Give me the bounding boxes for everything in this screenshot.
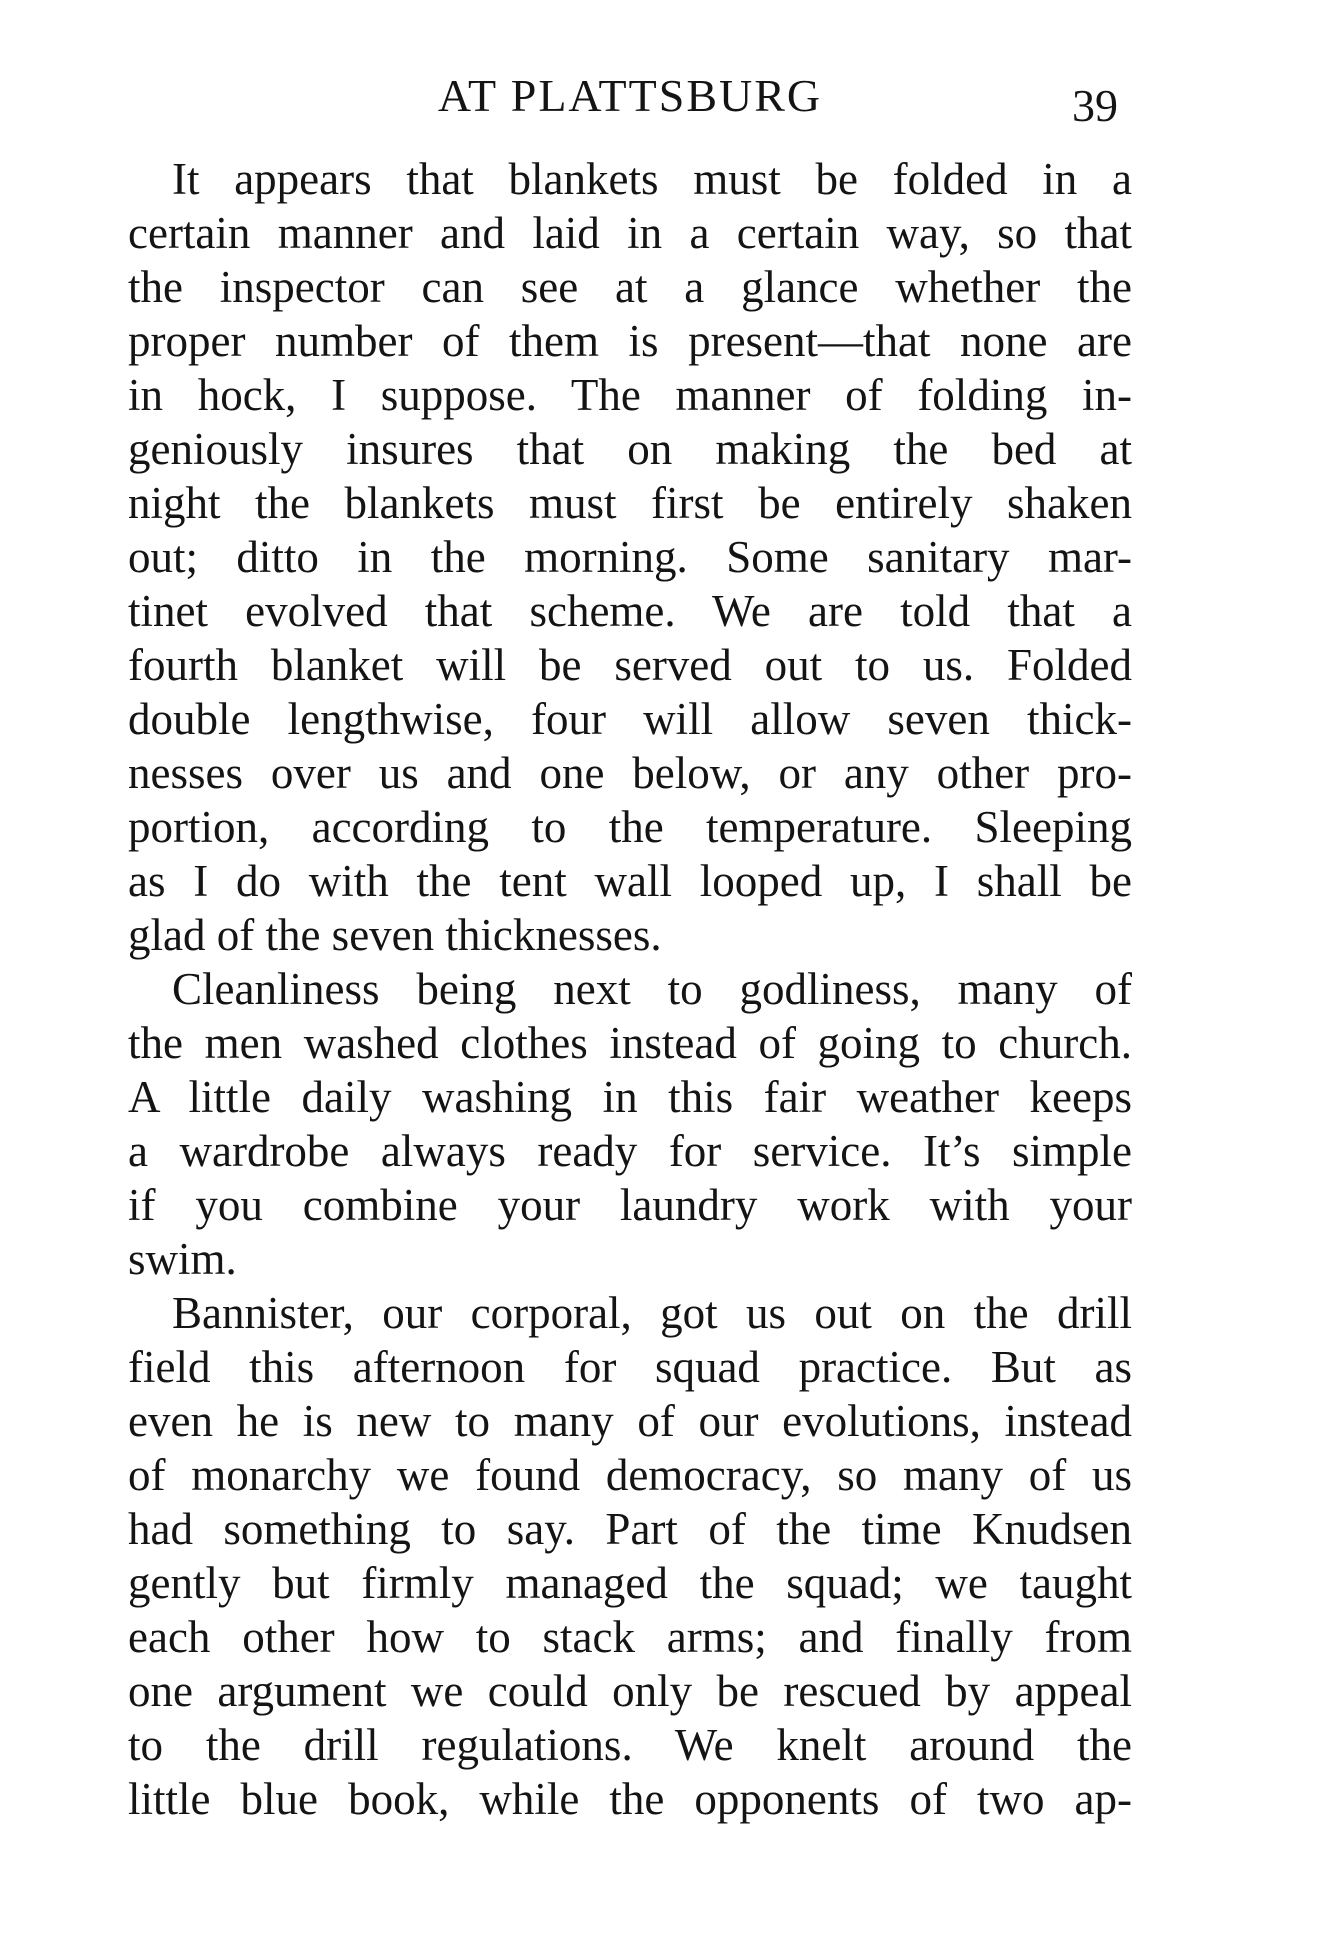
- text-line: proper number of them is present—that none are: [128, 316, 1132, 366]
- running-title: AT PLATTSBURG: [437, 70, 823, 121]
- text-line: nesses over us and one below, or any other pro-: [128, 748, 1132, 798]
- text-line: the inspector can see at a glance whether the: [128, 262, 1132, 312]
- text-line: each other how to stack arms; and finally from: [128, 1612, 1132, 1662]
- text-line: one argument we could only be rescued by appeal: [128, 1666, 1132, 1716]
- text-line: tinet evolved that scheme. We are told that a: [128, 586, 1132, 636]
- paragraph: [128, 962, 1132, 1286]
- text-line: A little daily washing in this fair weather keeps: [128, 1072, 1132, 1122]
- text-line: swim.: [128, 1234, 237, 1284]
- text-line: even he is new to many of our evolutions, instead: [128, 1396, 1132, 1446]
- text-line: of monarchy we found democracy, so many of us: [128, 1450, 1132, 1500]
- text-line: Cleanliness being next to godliness, many of: [172, 964, 1132, 1014]
- text-line: as I do with the tent wall looped up, I shall be: [128, 856, 1132, 906]
- text-line: certain manner and laid in a certain way, so that: [128, 208, 1132, 258]
- text-line: the men washed clothes instead of going to church.: [128, 1018, 1132, 1068]
- text-line: had something to say. Part of the time Knudsen: [128, 1504, 1132, 1554]
- text-line: field this afternoon for squad practice. But as: [128, 1342, 1132, 1392]
- text-line: fourth blanket will be served out to us. Folded: [128, 640, 1132, 690]
- text-line: gently but firmly managed the squad; we taught: [128, 1558, 1132, 1608]
- text-line: portion, according to the temperature. Sleeping: [128, 802, 1132, 852]
- text-line: out; ditto in the morning. Some sanitary mar-: [128, 532, 1132, 582]
- text-line: Bannister, our corporal, got us out on the drill: [172, 1288, 1132, 1338]
- paragraph: [128, 1286, 1132, 1826]
- text-line: double lengthwise, four will allow seven thick-: [128, 694, 1132, 744]
- text-line: It appears that blankets must be folded in a: [172, 154, 1132, 204]
- text-line: in hock, I suppose. The manner of folding in-: [128, 370, 1132, 420]
- text-line: if you combine your laundry work with your: [128, 1180, 1132, 1230]
- text-line: little blue book, while the opponents of two ap-: [128, 1774, 1132, 1824]
- running-head: [130, 66, 1130, 131]
- paragraph: [128, 152, 1132, 962]
- body-text: [128, 152, 1132, 1826]
- text-line: glad of the seven thicknesses.: [128, 910, 662, 960]
- text-line: to the drill regulations. We knelt around the: [128, 1720, 1132, 1770]
- text-line: a wardrobe always ready for service. It’s simple: [128, 1126, 1132, 1176]
- text-line: geniously insures that on making the bed at: [128, 424, 1132, 474]
- page-number: 39: [1072, 80, 1118, 131]
- text-line: night the blankets must first be entirely shaken: [128, 478, 1132, 528]
